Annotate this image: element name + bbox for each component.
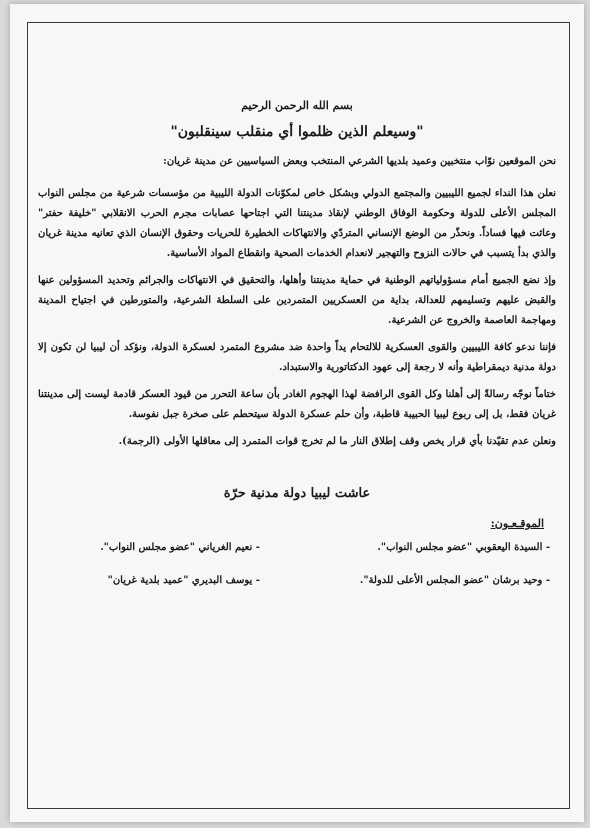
paragraph-call-to-unite: فإننا ندعو كافة الليبيين والقوى العسكرية للالتحام يداً واحدة ضد مشروع المتمرد لعسكرة الدولة، ونؤكد أن ليبيا لن تكون إلا دولة مدنية ديمقراطية وأنه لا رجعة إلى عهود الدكتاتورية والاستبداد. — [38, 342, 556, 373]
paper-sheet — [10, 4, 584, 822]
signatories-title: الموقـعـون: — [490, 517, 544, 530]
signatory-item: - السيدة اليعقوبي "عضو مجلس النواب". — [377, 542, 550, 553]
signatory-item: - نعيم الغرياني "عضو مجلس النواب". — [100, 542, 260, 553]
basmala: بسم الله الرحمن الرحيم — [241, 99, 353, 112]
paragraph-responsibilities: وإذ نضع الجميع أمام مسؤولياتهم الوطنية في حماية مدينتنا وأهلها، والتحقيق في الانتهاكات والجرائم وتحديد المسؤولين عنها والقبض عليهم وتسليمهم للعدالة، بداية من العسكريين المتمردين على السلطة الشرعية، والمتورطين في اجتياح المدينة ومهاجمة العاصمة والخروج عن الشرعية. — [38, 275, 556, 326]
signatories-list — [38, 542, 556, 586]
signatory-item: - يوسف البديري "عميد بلدية غريان" — [107, 575, 260, 586]
statement-body — [38, 99, 556, 586]
paragraph-ceasefire: ونعلن عدم تقيّدنا بأي قرار يخص وقف إطلاق النار ما لم تخرج قوات المتمرد إلى معاقلها الأولى (الرجمة). — [118, 436, 556, 447]
quran-verse-heading: "وسيعلم الذين ظلموا أي منقلب سينقلبون" — [170, 124, 424, 140]
intro-line: نحن الموقعين نوّاب منتخبين وعميد بلديها الشرعي المنتخب وبعض السياسيين عن مدينة غريان: — [163, 156, 556, 167]
closing-slogan: عاشت ليبيا دولة مدنية حرّة — [223, 486, 371, 501]
paragraph-appeal: نعلن هذا النداء لجميع الليبيين والمجتمع الدولي وبشكل خاص لمكوّنات الدولة الليبية من مؤسسات شرعية من مجلس النواب المجلس الأعلى للدولة وحكومة الوفاق الوطني لإنقاذ مدينتنا التي اجتاحها عصابات مجرم الحرب الانقلابي "خليفة حفتر" وعاثت فيها فساداً. ونحذّر من الوضع الإنساني المتردّي والانتهاكات الخطيرة للحريات وحقوق الإنسان الذي تعانيه مدينة غريان والذي بدأ يتسبب في حالات النزوح والتهجير لانعدام الخدمات الصحية وانقطاع المواد الأساسية. — [38, 188, 556, 259]
paragraph-closing-message: ختاماً نوجّه رسالةً إلى أهلنا وكل القوى الرافضة لهذا الهجوم الغادر بأن ساعة التحرر من قيود العسكر قادمة ليست إلى مدينتنا غريان فقط، بل إلى ربوع ليبيا الحبيبة قاطبة، وأن حلم عسكرة الدولة سيتحطم على صخرة جبل نفوسة. — [38, 389, 556, 420]
signatory-item: - وحيد برشان "عضو المجلس الأعلى للدولة". — [359, 575, 550, 586]
